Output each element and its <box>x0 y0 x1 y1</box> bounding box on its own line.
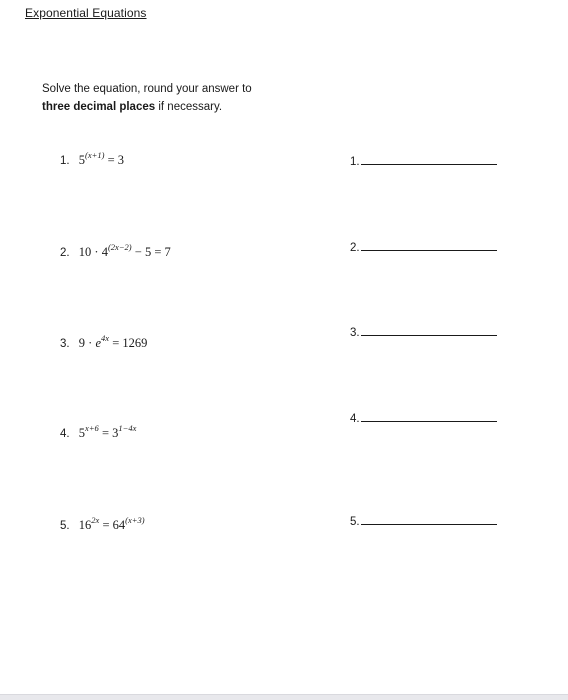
equation-3 <box>78 333 148 350</box>
equation-coefficient: 9 · <box>78 336 96 350</box>
equation-base: 5 <box>78 426 86 440</box>
answer-blank-4[interactable] <box>361 420 497 422</box>
answer-label: 5. <box>350 516 360 528</box>
instructions-emphasis: three decimal places <box>42 101 156 113</box>
equation-exponent: x+6 <box>85 423 99 433</box>
answer-blank-1[interactable] <box>361 163 497 165</box>
equation-2 <box>78 242 171 259</box>
answer-label: 2. <box>350 242 360 254</box>
equation-equals: = <box>98 426 113 440</box>
problem-number: 4. <box>60 428 70 440</box>
page-title: Exponential Equations <box>25 6 147 20</box>
equation-exponent: (2x−2) <box>107 242 132 252</box>
answer-label: 4. <box>350 413 360 425</box>
problem-number: 5. <box>60 520 70 532</box>
answer-5 <box>350 516 497 528</box>
equation-exponent: 2x <box>91 515 100 525</box>
equation-1 <box>78 150 125 167</box>
answer-3 <box>350 327 497 339</box>
answer-label: 3. <box>350 327 360 339</box>
answer-1 <box>350 156 497 168</box>
problem-5 <box>60 515 145 533</box>
problem-2 <box>60 242 171 260</box>
equation-exponent: (x+1) <box>85 150 105 160</box>
problem-3 <box>60 333 148 351</box>
equation-rhs: − 5 = 7 <box>131 245 171 259</box>
equation-coefficient: 10 · <box>78 245 102 259</box>
equation-base: 16 <box>78 518 92 532</box>
answer-2 <box>350 242 497 254</box>
equation-base-right: 64 <box>112 518 126 532</box>
answer-blank-2[interactable] <box>361 249 497 251</box>
instructions <box>42 80 252 116</box>
equation-base-right: 3 <box>112 426 119 440</box>
problem-1 <box>60 150 125 168</box>
equation-5 <box>78 515 145 532</box>
equation-4 <box>78 423 137 440</box>
equation-rhs: = 3 <box>104 153 125 167</box>
equation-base: 4 <box>101 245 108 259</box>
equation-exponent-right: 1−4x <box>118 423 137 433</box>
instructions-line2 <box>42 98 252 116</box>
problem-4 <box>60 423 137 441</box>
equation-base: 5 <box>78 153 86 167</box>
problem-number: 3. <box>60 338 70 350</box>
equation-equals: = <box>99 518 113 532</box>
problem-number: 2. <box>60 247 70 259</box>
page-bottom-edge <box>0 694 568 700</box>
equation-exponent: 4x <box>101 333 110 343</box>
equation-base: e <box>95 336 102 350</box>
equation-exponent-right: (x+3) <box>125 515 145 525</box>
answer-blank-3[interactable] <box>361 334 497 336</box>
problem-number: 1. <box>60 155 70 167</box>
instructions-line1: Solve the equation, round your answer to <box>42 83 252 95</box>
answer-label: 1. <box>350 156 360 168</box>
answer-4 <box>350 413 497 425</box>
instructions-rest: if necessary. <box>155 101 223 113</box>
equation-rhs: = 1269 <box>109 336 148 350</box>
answer-blank-5[interactable] <box>361 523 497 525</box>
